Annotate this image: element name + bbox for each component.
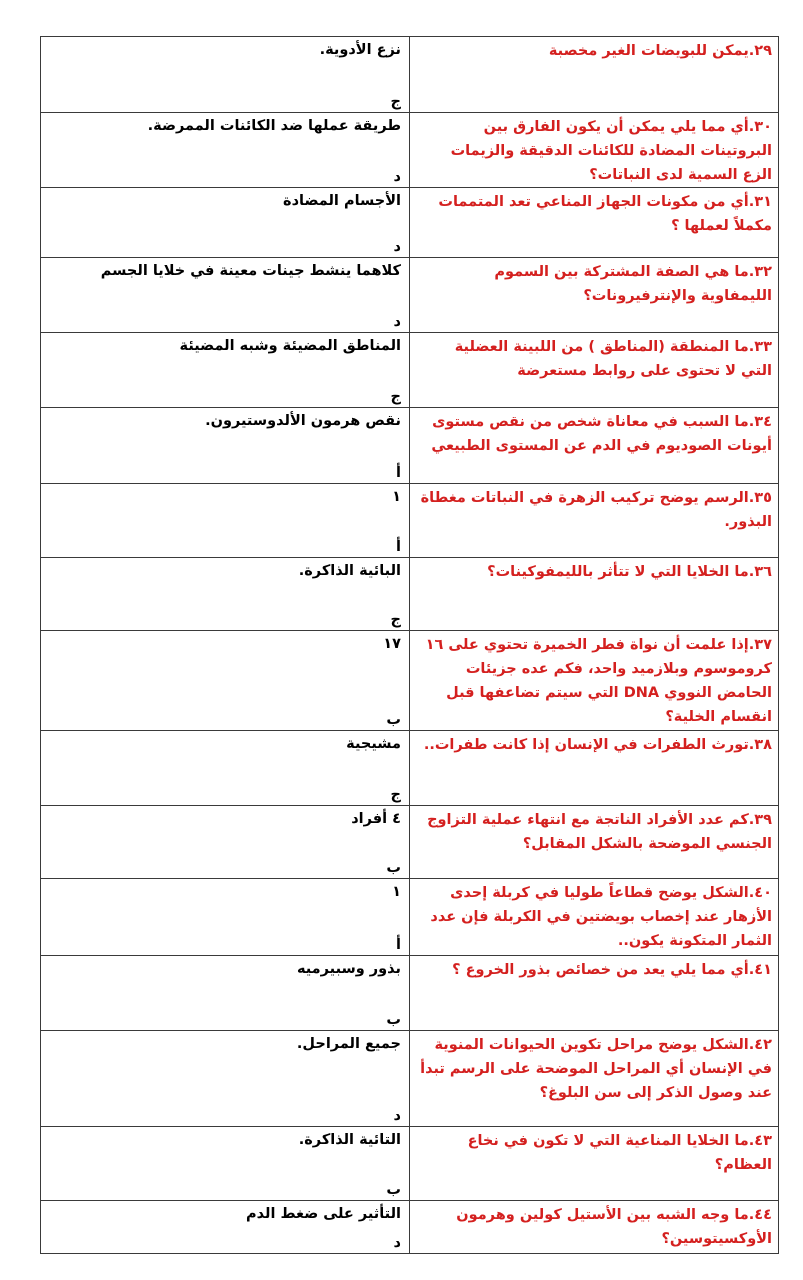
answer-cell <box>41 558 410 631</box>
question-text <box>410 188 778 238</box>
table-row <box>41 484 779 558</box>
answer-text: ١ <box>392 489 401 505</box>
question-body: يمكن للبويضات الغير مخصبة <box>548 43 749 59</box>
table-row <box>41 1127 779 1201</box>
question-body: الرسم يوضح تركيب الزهرة في النباتات مغطاة البذور. <box>420 490 772 530</box>
question-number: ٤٢. <box>748 1037 772 1053</box>
table-row <box>41 1201 779 1254</box>
answer-text: البائية الذاكرة. <box>298 563 401 579</box>
question-number: ٣٢. <box>748 264 772 280</box>
answer-cell <box>41 484 410 558</box>
question-body: ما وجه الشبه بين الأستيل كولين وهرمون الأوكسيتوسين؟ <box>456 1207 772 1247</box>
answer-choice-letter: د <box>393 314 401 330</box>
question-body: ما الخلايا المناعية التي لا تكون في نخاع العظام؟ <box>467 1133 772 1173</box>
table-row <box>41 408 779 484</box>
question-cell <box>410 37 779 113</box>
question-number: ٣١. <box>748 194 772 210</box>
answer-text: جميع المراحل. <box>296 1036 401 1052</box>
answer-cell <box>41 113 410 188</box>
answer-text: نزع الأدوية. <box>319 42 401 58</box>
question-number: ٣٣. <box>748 339 772 355</box>
answer-cell <box>41 1201 410 1254</box>
answer-cell <box>41 956 410 1031</box>
answer-text: مشيجية <box>346 736 401 752</box>
question-number: ٣٠. <box>748 119 772 135</box>
question-cell <box>410 333 779 408</box>
answer-cell <box>41 188 410 258</box>
question-body: الشكل يوضح قطاعاً طوليا في كربلة إحدى الأزهار عند إخصاب بويضتين في الكربلة فإن عدد الثمار المتكونة يكون.. <box>430 885 772 949</box>
table-row <box>41 1031 779 1127</box>
question-cell <box>410 484 779 558</box>
question-cell <box>410 879 779 956</box>
answer-choice-letter: أ <box>396 539 401 555</box>
question-text <box>410 956 778 982</box>
table-row <box>41 806 779 879</box>
answer-cell <box>41 731 410 806</box>
question-body: ما السبب في معاناة شخص من نقص مستوى أيونات الصوديوم في الدم عن المستوى الطبيعي <box>431 414 772 454</box>
table-row <box>41 188 779 258</box>
question-number: ٣٦. <box>748 564 772 580</box>
question-text <box>410 631 778 729</box>
answer-choice-letter: د <box>393 1235 401 1251</box>
table-row <box>41 558 779 631</box>
answer-choice-letter: ج <box>390 612 401 628</box>
question-cell <box>410 1127 779 1201</box>
answer-cell <box>41 806 410 879</box>
table-row <box>41 258 779 333</box>
question-body: إذا علمت أن نواة فطر الخميرة تحتوي على ١٦ كروموسوم وبلازميد واحد، فكم عده جزيئات الحامض النووي DNA التي سيتم تضاعفها قبل انقسام الخلية؟ <box>425 637 772 725</box>
question-cell <box>410 258 779 333</box>
question-cell <box>410 956 779 1031</box>
question-text <box>410 484 778 534</box>
answer-cell <box>41 1127 410 1201</box>
answer-cell <box>41 333 410 408</box>
question-text <box>410 408 778 458</box>
answer-choice-letter: ج <box>390 787 401 803</box>
question-text <box>410 558 778 584</box>
question-number: ٣٧. <box>748 637 772 653</box>
answer-cell <box>41 1031 410 1127</box>
answer-text: نقص هرمون الألدوستيرون. <box>205 413 401 429</box>
answer-cell <box>41 879 410 956</box>
question-text <box>410 1127 778 1177</box>
table-row <box>41 731 779 806</box>
answer-choice-letter: ب <box>386 860 401 876</box>
answer-cell <box>41 37 410 113</box>
question-text <box>410 1031 778 1105</box>
answer-text: كلاهما ينشط جينات معينة في خلايا الجسم <box>100 263 401 279</box>
question-body: ما هي الصفة المشتركة بين السموم الليمفاوية والإنترفيرونات؟ <box>494 264 772 304</box>
question-text <box>410 333 778 383</box>
table-row <box>41 37 779 113</box>
question-cell <box>410 558 779 631</box>
answer-choice-letter: أ <box>396 465 401 481</box>
answer-text: التائية الذاكرة. <box>298 1132 401 1148</box>
question-number: ٤٤. <box>748 1207 772 1223</box>
question-cell <box>410 806 779 879</box>
question-cell <box>410 113 779 188</box>
question-text <box>410 113 778 187</box>
question-cell <box>410 408 779 484</box>
question-cell <box>410 188 779 258</box>
question-number: ٤١. <box>748 962 772 978</box>
table-row <box>41 956 779 1031</box>
answer-choice-letter: د <box>393 1108 401 1124</box>
table-row <box>41 879 779 956</box>
question-body: أي مما يلي يمكن أن يكون الفارق بين البروتينات المضادة للكائنات الدقيقة والزيمات الزع السمية لدى النباتات؟ <box>450 119 772 183</box>
question-cell <box>410 1031 779 1127</box>
question-text <box>410 258 778 308</box>
answer-text: التأثير على ضغط الدم <box>246 1206 401 1222</box>
question-body: تورث الطفرات في الإنسان إذا كانت طفرات.. <box>423 737 749 753</box>
question-number: ٣٥. <box>748 490 772 506</box>
answer-cell <box>41 408 410 484</box>
question-body: كم عدد الأفراد الناتجة مع انتهاء عملية التزاوج الجنسي الموضحة بالشكل المقابل؟ <box>427 812 772 852</box>
question-text <box>410 37 778 63</box>
question-body: أي من مكونات الجهاز المناعي تعد المتممات مكملاً لعملها ؟ <box>438 194 772 234</box>
question-body: ما الخلايا التي لا تتأثر بالليمفوكينات؟ <box>487 564 749 580</box>
answer-choice-letter: د <box>393 239 401 255</box>
question-text <box>410 806 778 856</box>
answer-text: ٤ أفراد <box>351 811 401 827</box>
answer-choice-letter: ب <box>386 1182 401 1198</box>
question-number: ٣٤. <box>748 414 772 430</box>
table-row <box>41 631 779 731</box>
answer-text: طريقة عملها ضد الكائنات الممرضة. <box>147 118 401 134</box>
answer-sheet <box>40 36 777 1254</box>
question-number: ٣٨. <box>748 737 772 753</box>
answer-choice-letter: أ <box>396 937 401 953</box>
answer-cell <box>41 258 410 333</box>
question-cell <box>410 731 779 806</box>
answer-choice-letter: ج <box>390 389 401 405</box>
answer-cell <box>41 631 410 731</box>
answer-choice-letter: ب <box>386 1012 401 1028</box>
table-row <box>41 333 779 408</box>
question-number: ٤٠. <box>748 885 772 901</box>
answer-text: المناطق المضيئة وشبه المضيئة <box>179 338 401 354</box>
qa-table <box>40 36 779 1254</box>
question-cell <box>410 1201 779 1254</box>
answer-choice-letter: د <box>393 169 401 185</box>
question-number: ٤٣. <box>748 1133 772 1149</box>
question-text <box>410 879 778 953</box>
question-text <box>410 731 778 757</box>
question-number: ٣٩. <box>748 812 772 828</box>
answer-text: بذور وسبيرميه <box>296 961 401 977</box>
answer-choice-letter: ج <box>390 94 401 110</box>
answer-choice-letter: ب <box>386 712 401 728</box>
question-number: ٢٩. <box>748 43 772 59</box>
question-cell <box>410 631 779 731</box>
question-body: ما المنطقة (المناطق ) من اللبينة العضلية التي لا تحتوى على روابط مستعرضة <box>454 339 772 379</box>
answer-text: ١٧ <box>383 636 401 652</box>
question-text <box>410 1201 778 1251</box>
answer-text: ١ <box>392 884 401 900</box>
table-row <box>41 113 779 188</box>
answer-text: الأجسام المضادة <box>283 193 401 209</box>
question-body: أي مما يلي يعد من خصائص بذور الخروع ؟ <box>452 962 749 978</box>
question-body: الشكل يوضح مراحل تكوين الحيوانات المنوية في الإنسان أي المراحل الموضحة على الرسم تبدأ عند وصول الذكر إلى سن البلوغ؟ <box>420 1037 772 1101</box>
